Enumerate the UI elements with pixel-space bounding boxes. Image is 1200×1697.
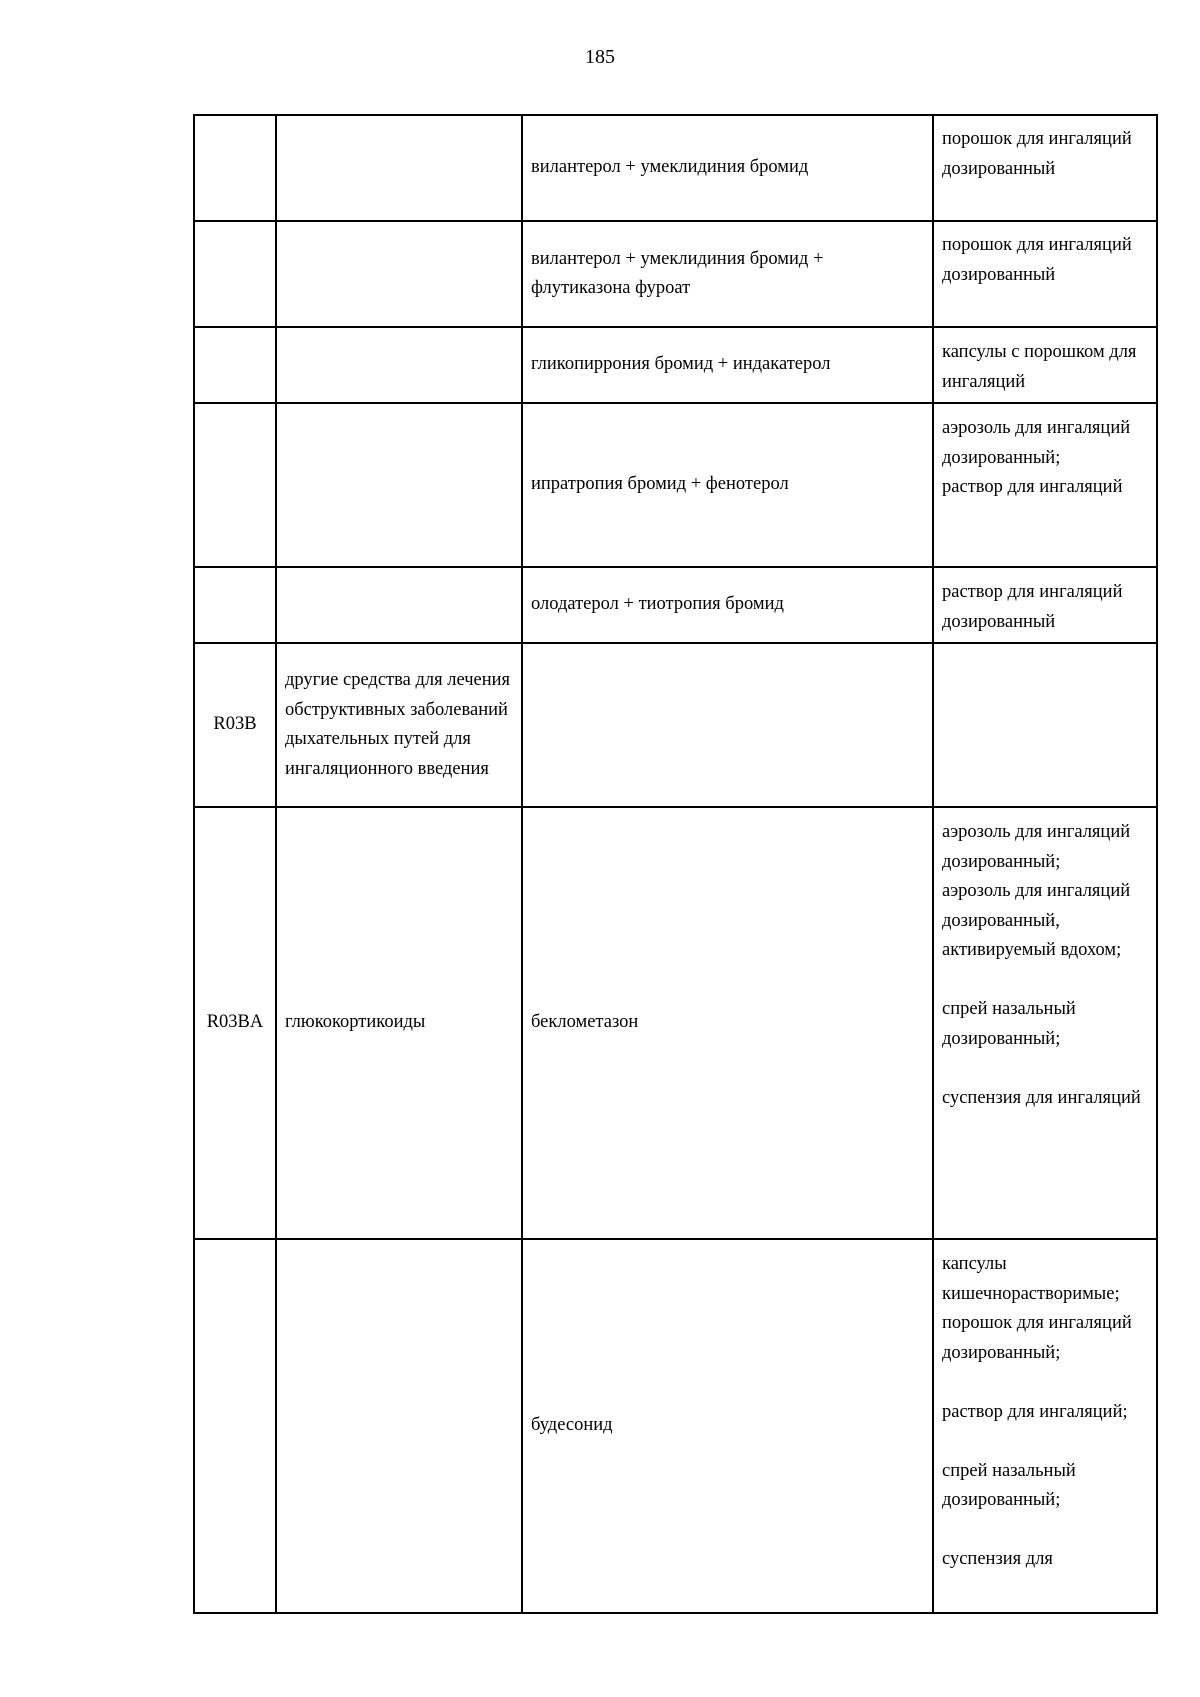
dosage-form-cell (933, 115, 1157, 221)
atc-code-cell (194, 327, 276, 403)
group-cell (276, 115, 522, 221)
atc-code-cell (194, 115, 276, 221)
substance-cell (522, 643, 933, 807)
dosage-form: суспензия для (942, 1549, 1053, 1569)
table-row (194, 567, 1157, 643)
substance-cell: олодатерол + тиотропия бромид (522, 567, 933, 643)
dosage-form-cell (933, 221, 1157, 327)
atc-code-cell: R03B (194, 643, 276, 807)
dosage-form: порошок для ингаляций дозированный (942, 235, 1132, 285)
dosage-form-cell (933, 327, 1157, 403)
dosage-form: раствор для ингаляций дозированный (942, 582, 1123, 632)
table-row (194, 327, 1157, 403)
group-cell (276, 567, 522, 643)
dosage-form: порошок для ингаляций дозированный; (942, 1313, 1132, 1363)
atc-code-cell (194, 403, 276, 567)
table-row (194, 643, 1157, 807)
group-cell (276, 403, 522, 567)
atc-code-cell (194, 567, 276, 643)
substance-cell: ипратропия бромид + фенотерол (522, 403, 933, 567)
group-cell (276, 1239, 522, 1613)
dosage-form-cell (933, 403, 1157, 567)
table-row (194, 1239, 1157, 1613)
dosage-form: спрей назальный дозированный; (942, 1460, 1076, 1510)
dosage-form: аэрозоль для ингаляций дозированный, активируемый вдохом; (942, 881, 1131, 960)
dosage-form-cell (933, 643, 1157, 807)
dosage-form: суспензия для ингаляций (942, 1087, 1141, 1108)
table-row (194, 115, 1157, 221)
table-row (194, 807, 1157, 1239)
dosage-form: аэрозоль для ингаляций дозированный; (942, 418, 1131, 468)
substance-cell: гликопиррония бромид + индакатерол (522, 327, 933, 403)
dosage-form-cell (933, 807, 1157, 1239)
substance-cell: вилантерол + умеклидиния бромид (522, 115, 933, 221)
drug-table (193, 114, 1158, 1614)
dosage-form: аэрозоль для ингаляций дозированный; (942, 822, 1131, 872)
dosage-form-cell (933, 567, 1157, 643)
atc-code-cell (194, 221, 276, 327)
page-number: 185 (585, 46, 615, 68)
atc-code-cell: R03BA (194, 807, 276, 1239)
dosage-form: раствор для ингаляций; (942, 1401, 1128, 1422)
substance-cell: беклометазон (522, 807, 933, 1239)
group-cell: глюкокортикоиды (276, 807, 522, 1239)
dosage-form: капсулы кишечнорастворимые; (942, 1254, 1120, 1304)
dosage-form-cell (933, 1239, 1157, 1613)
atc-code-cell (194, 1239, 276, 1613)
dosage-form: раствор для ингаляций (942, 477, 1123, 497)
substance-cell: будесонид (522, 1239, 933, 1613)
dosage-form: спрей назальный дозированный; (942, 999, 1076, 1049)
table-row (194, 403, 1157, 567)
dosage-form: капсулы с порошком для ингаляций (942, 342, 1137, 392)
dosage-form: порошок для ингаляций дозированный (942, 129, 1132, 179)
group-cell (276, 327, 522, 403)
substance-cell: вилантерол + умеклидиния бромид + флутиказона фуроат (522, 221, 933, 327)
table-row (194, 221, 1157, 327)
group-cell (276, 221, 522, 327)
group-cell: другие средства для лечения обструктивных заболеваний дыхательных путей для ингаляционного введения (276, 643, 522, 807)
